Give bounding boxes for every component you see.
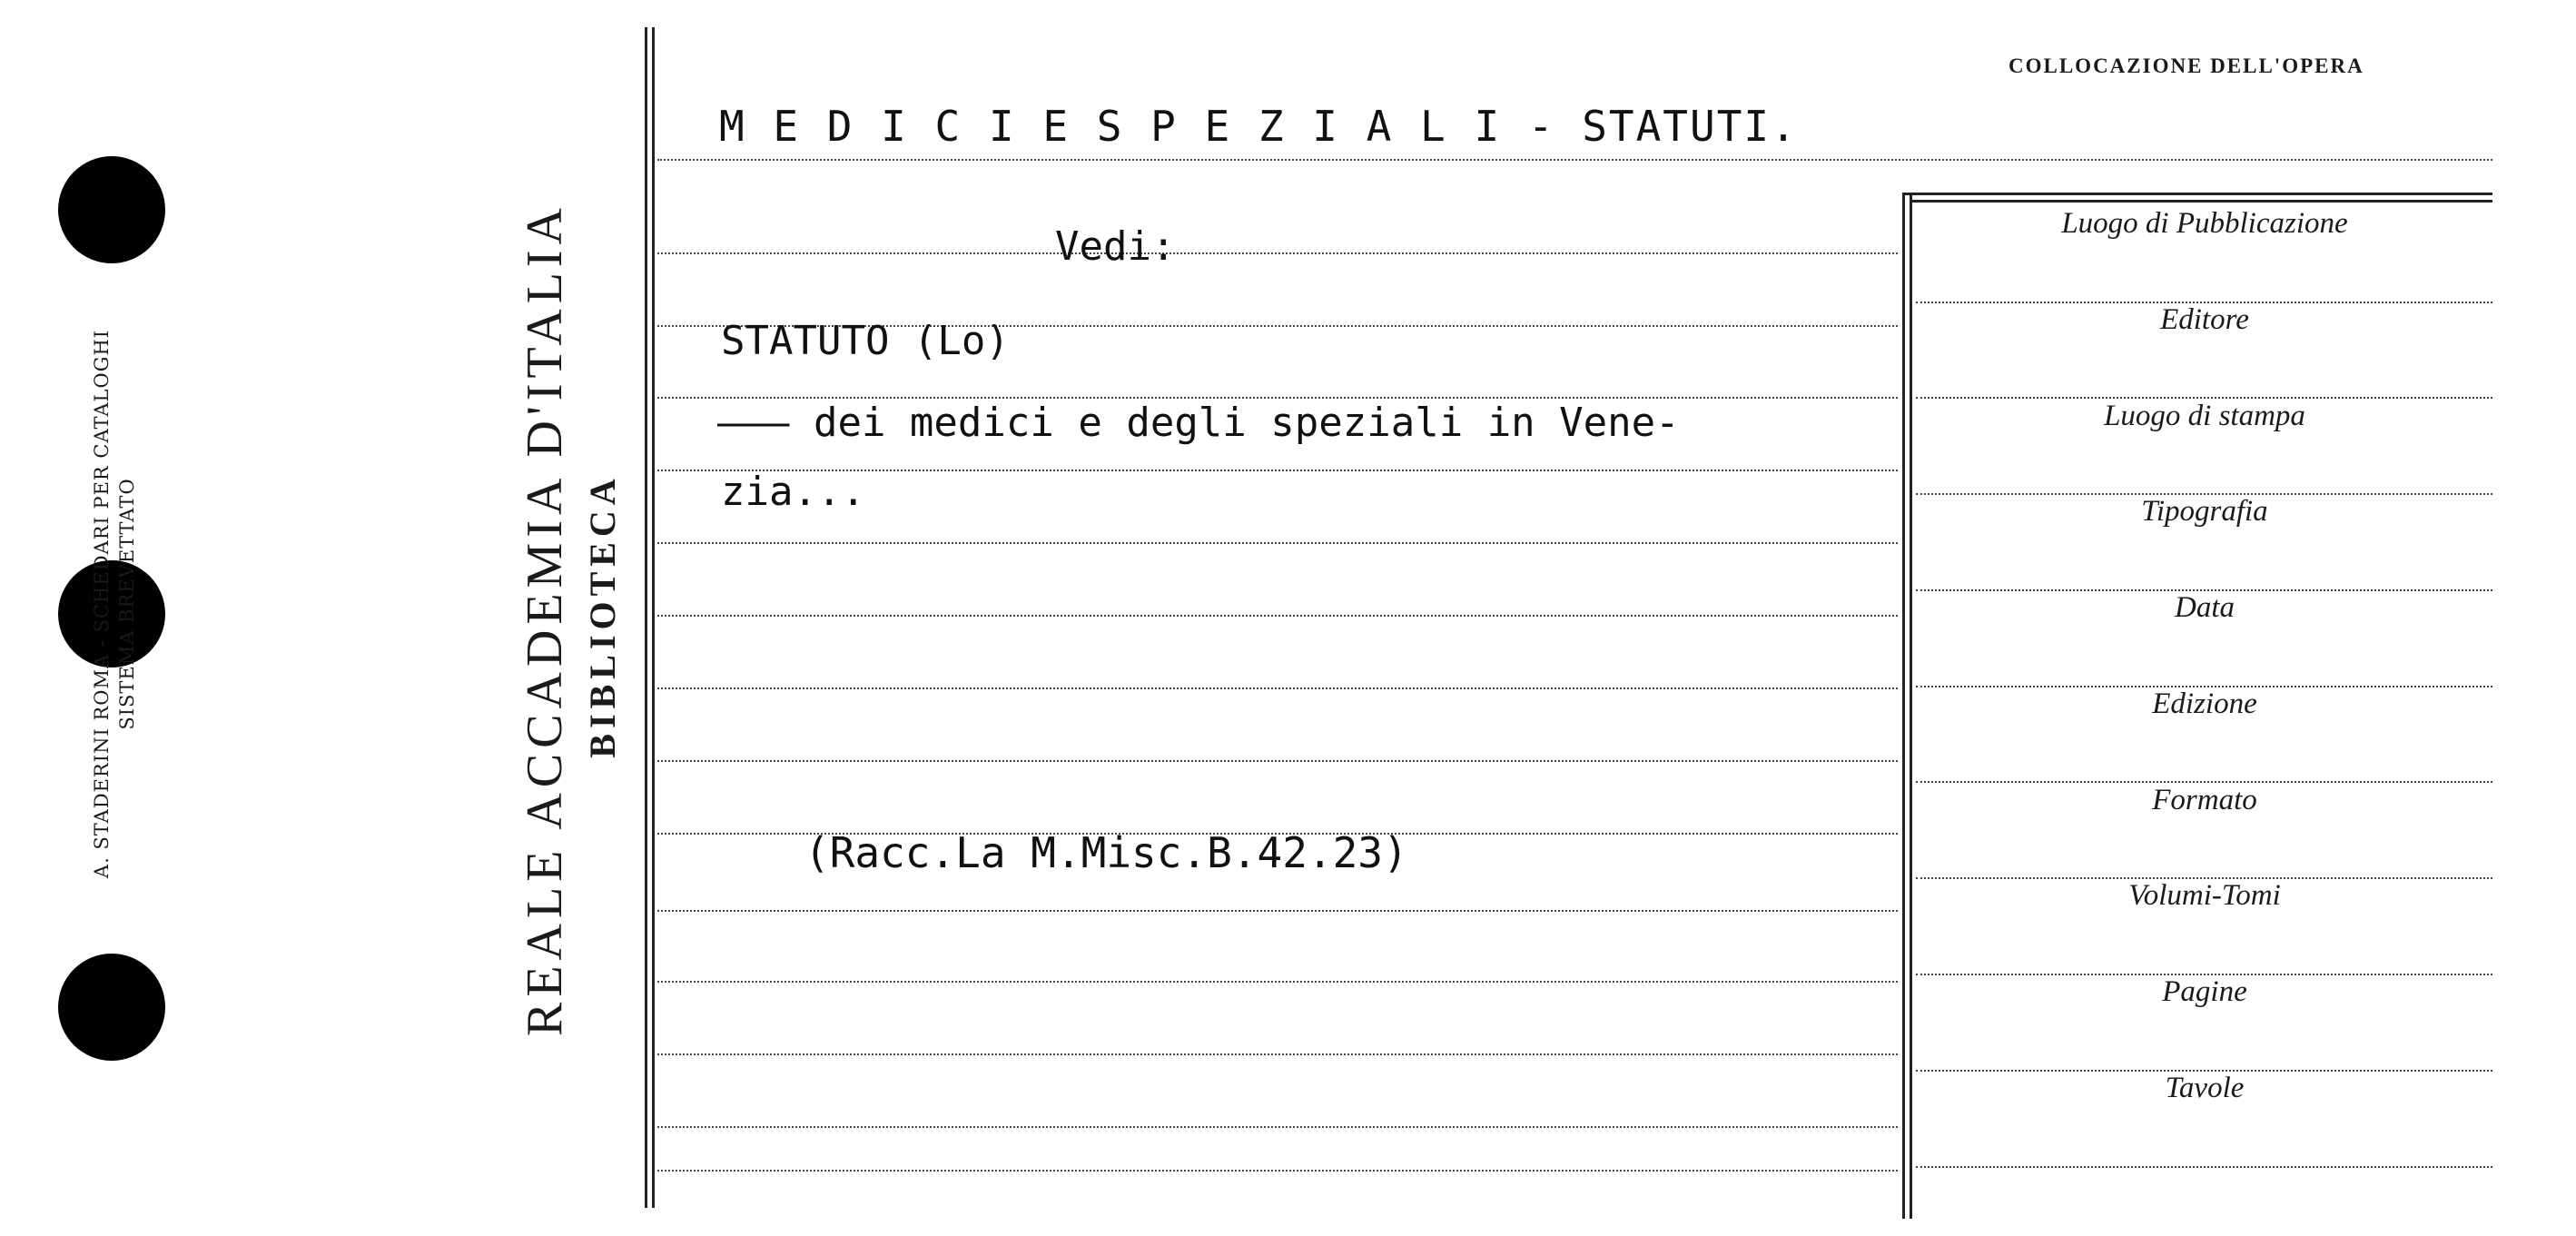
field-label: Editore [2160,303,2249,336]
entry-title: M E D I C I E S P E Z I A L I - STATUTI. [719,102,1798,151]
entry-line: zia... [721,469,865,515]
fields-box-top-rule [1902,193,2492,195]
punch-hole [58,156,165,263]
library-name: BIBLIOTECA [582,473,623,758]
ruled-line [657,1170,1898,1172]
punch-hole [58,954,165,1061]
see-reference: Vedi: [1055,223,1176,270]
field-label: Tavole [2165,1072,2245,1104]
field-label: Edizione [2152,687,2257,720]
field-line [1916,1166,2492,1168]
ruled-line [657,159,2492,161]
left-double-rule [652,27,655,1208]
ruled-line [657,252,1898,254]
field-line [1916,781,2492,783]
fields-box-rule [1910,193,1912,1219]
ruled-line [657,1126,1898,1128]
ruled-line [657,397,1898,399]
field-label: Tipografia [2141,495,2268,528]
ruled-line [657,760,1898,762]
ruled-line [657,615,1898,617]
left-double-rule [645,27,647,1208]
field-line [1916,397,2492,399]
entry-line: ——— dei medici e degli speziali in Vene- [717,400,1680,446]
academy-name: REALE ACCADEMIA D'ITALIA [517,203,573,1036]
field-label: Volumi-Tomi [2128,879,2281,912]
ruled-line [657,542,1898,544]
ruled-line [657,910,1898,912]
ruled-line [657,981,1898,983]
fields-box-rule [1902,193,1905,1219]
shelfmark: (Racc.La M.Misc.B.42.23) [804,828,1408,877]
field-label: Luogo di Pubblicazione [2061,207,2348,240]
field-label: Luogo di stampa [2104,400,2305,432]
field-label: Formato [2152,784,2257,816]
collocazione-heading: COLLOCAZIONE DELL'OPERA [2008,54,2364,77]
printer-imprint: A. STADERINI ROMA - SCHEDARI PER CATALOGHI [91,329,113,879]
entry-line: STATUTO (Lo) [721,318,1010,364]
printer-imprint-subtitle: SISTEMA BREVETTATO [116,478,138,730]
fields-box-top-rule [1910,200,2492,203]
field-label: Pagine [2162,975,2247,1008]
field-label: Data [2175,591,2235,624]
ruled-line [657,1053,1898,1055]
ruled-line [657,687,1898,689]
